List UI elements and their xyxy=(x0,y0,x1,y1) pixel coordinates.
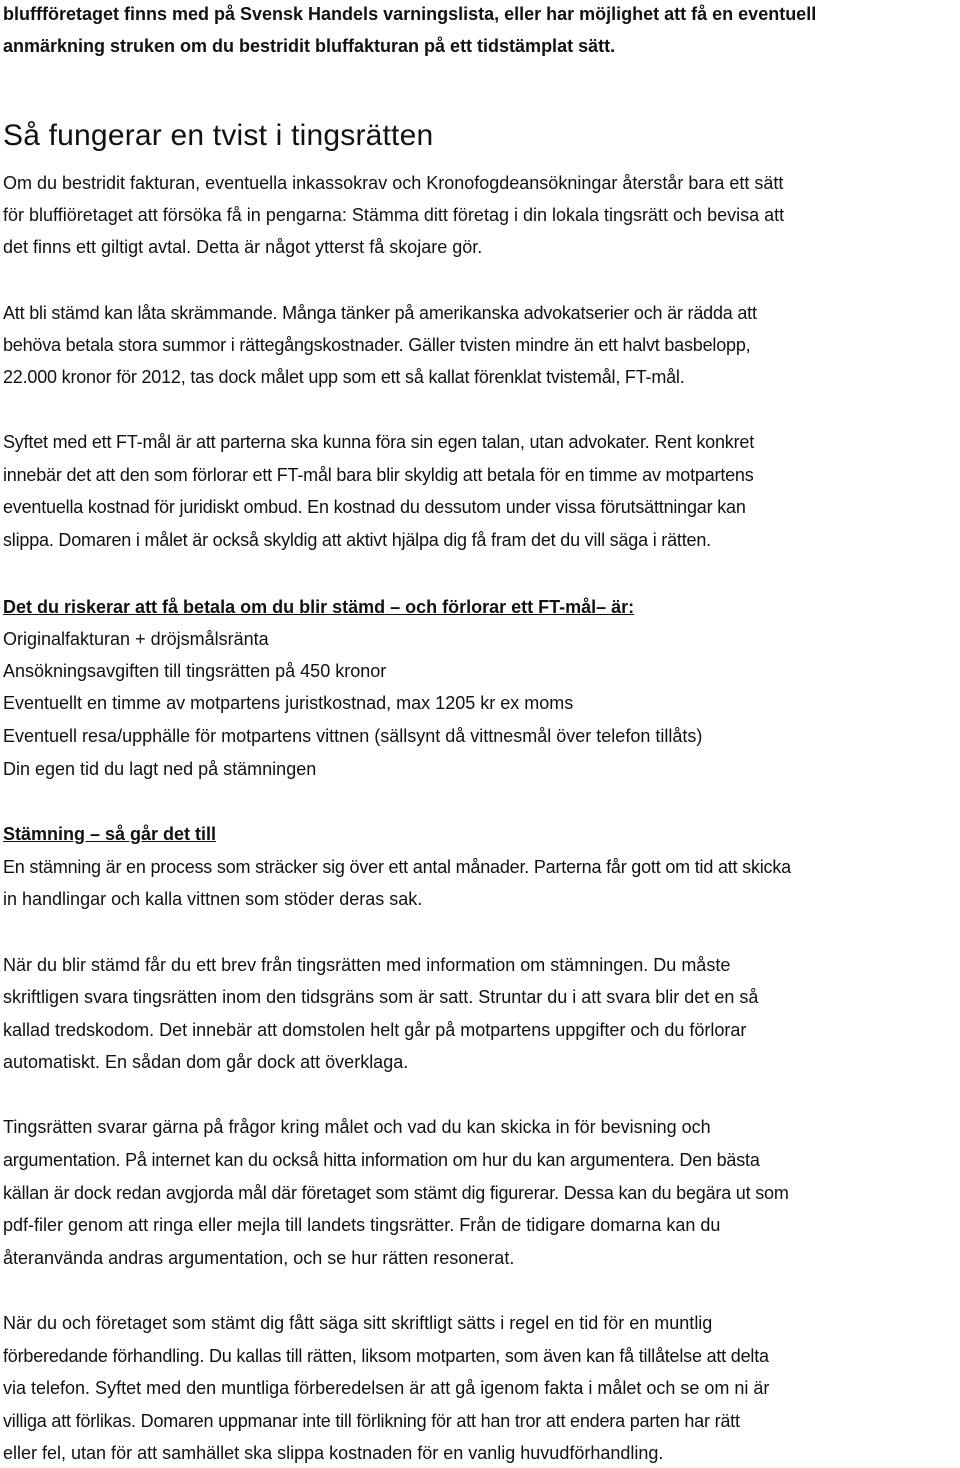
paragraph-line: det finns ett giltigt avtal. Detta är något ytterst få skojare gör. xyxy=(3,237,483,257)
risk-item: Ansökningsavgiften till tingsrätten på 450 kronor xyxy=(3,661,387,681)
paragraph-line: automatiskt. En sådan dom går dock att överklaga. xyxy=(3,1052,409,1072)
paragraph-line: för bluffiöretaget att försöka få in pengarna: Stämma ditt företag i din lokala tingsrätt och bevisa att xyxy=(3,205,785,225)
paragraph-line: in handlingar och kalla vittnen som stöder deras sak. xyxy=(3,889,423,909)
paragraph-line: innebär det att den som förlorar ett FT-mål bara blir skyldig att betala för en timme av motpartens xyxy=(3,465,754,485)
paragraph-line: källan är dock redan avgjorda mål där företaget som stämt dig figurerar. Dessa kan du begära ut som xyxy=(3,1183,789,1203)
paragraph-line: När du och företaget som stämt dig fått säga sitt skriftligt sätts i regel en tid för en muntlig xyxy=(3,1313,713,1333)
intro-line-1: bluffföretaget finns med på Svensk Handels varningslista, eller har möjlighet att få en eventuell xyxy=(3,4,817,24)
paragraph-line: Tingsrätten svarar gärna på frågor kring målet och vad du kan skicka in för bevisning och xyxy=(3,1117,711,1137)
risk-item: Eventuellt en timme av motpartens juristkostnad, max 1205 kr ex moms xyxy=(3,693,574,713)
stamning-heading: Stämning – så går det till xyxy=(3,824,217,844)
risk-item: Din egen tid du lagt ned på stämningen xyxy=(3,759,317,779)
risk-heading: Det du riskerar att få betala om du blir stämd – och förlorar ett FT-mål– är: xyxy=(3,597,635,617)
paragraph-line: argumentation. På internet kan du också hitta information om hur du kan argumentera. Den bästa xyxy=(3,1150,760,1170)
paragraph-line: Syftet med ett FT-mål är att parterna ska kunna föra sin egen talan, utan advokater. Rent konkret xyxy=(3,432,755,452)
paragraph-line: 22.000 kronor för 2012, tas dock målet upp som ett så kallat förenklat tvistemål, FT-mål. xyxy=(3,367,685,387)
paragraph-line: eller fel, utan för att samhället ska slippa kostnaden för en vanlig huvudförhandling. xyxy=(3,1443,664,1463)
paragraph-line: slippa. Domaren i målet är också skyldig att aktivt hjälpa dig få fram det du vill säga i rätten. xyxy=(3,530,711,550)
paragraph-line: Att bli stämd kan låta skrämmande. Många tänker på amerikanska advokatserier och är rädda att xyxy=(3,303,757,323)
paragraph-line: återanvända andras argumentation, och se hur rätten resonerat. xyxy=(3,1248,515,1268)
paragraph-line: villiga att förlikas. Domaren uppmanar inte till förlikning för att han tror att endera parten har rätt xyxy=(3,1411,740,1431)
paragraph-line: Om du bestridit fakturan, eventuella inkassokrav och Kronofogdeansökningar återstår bara ett sätt xyxy=(3,173,784,193)
paragraph-line: skriftligen svara tingsrätten inom den tidsgräns som är satt. Struntar du i att svara blir det en så xyxy=(3,987,759,1007)
risk-item: Originalfakturan + dröjsmålsränta xyxy=(3,629,269,649)
section-title: Så fungerar en tvist i tingsrätten xyxy=(3,119,434,152)
paragraph-line: förberedande förhandling. Du kallas till rätten, liksom motparten, som även kan få tillåtelse att delta xyxy=(3,1346,769,1366)
paragraph-line: En stämning är en process som sträcker sig över ett antal månader. Parterna får gott om tid att skicka xyxy=(3,857,791,877)
paragraph-line: behöva betala stora summor i rättegångskostnader. Gäller tvisten mindre än ett halvt basbelopp, xyxy=(3,335,751,355)
risk-item: Eventuell resa/upphälle för motpartens vittnen (sällsynt då vittnesmål över telefon tillåts) xyxy=(3,726,703,746)
paragraph-line: pdf-filer genom att ringa eller mejla till landets tingsrätter. Från de tidigare domarna kan du xyxy=(3,1215,721,1235)
paragraph-line: eventuella kostnad för juridiskt ombud. En kostnad du dessutom under vissa förutsättningar kan xyxy=(3,497,746,517)
paragraph-line: kallad tredskodom. Det innebär att domstolen helt går på motpartens uppgifter och du förlorar xyxy=(3,1020,747,1040)
paragraph-line: När du blir stämd får du ett brev från tingsrätten med information om stämningen. Du måste xyxy=(3,955,731,975)
paragraph-line: via telefon. Syftet med den muntliga förberedelsen är att gå igenom fakta i målet och se om ni är xyxy=(3,1378,770,1398)
intro-line-2: anmärkning struken om du bestridit bluffakturan på ett tidstämplat sätt. xyxy=(3,36,616,56)
